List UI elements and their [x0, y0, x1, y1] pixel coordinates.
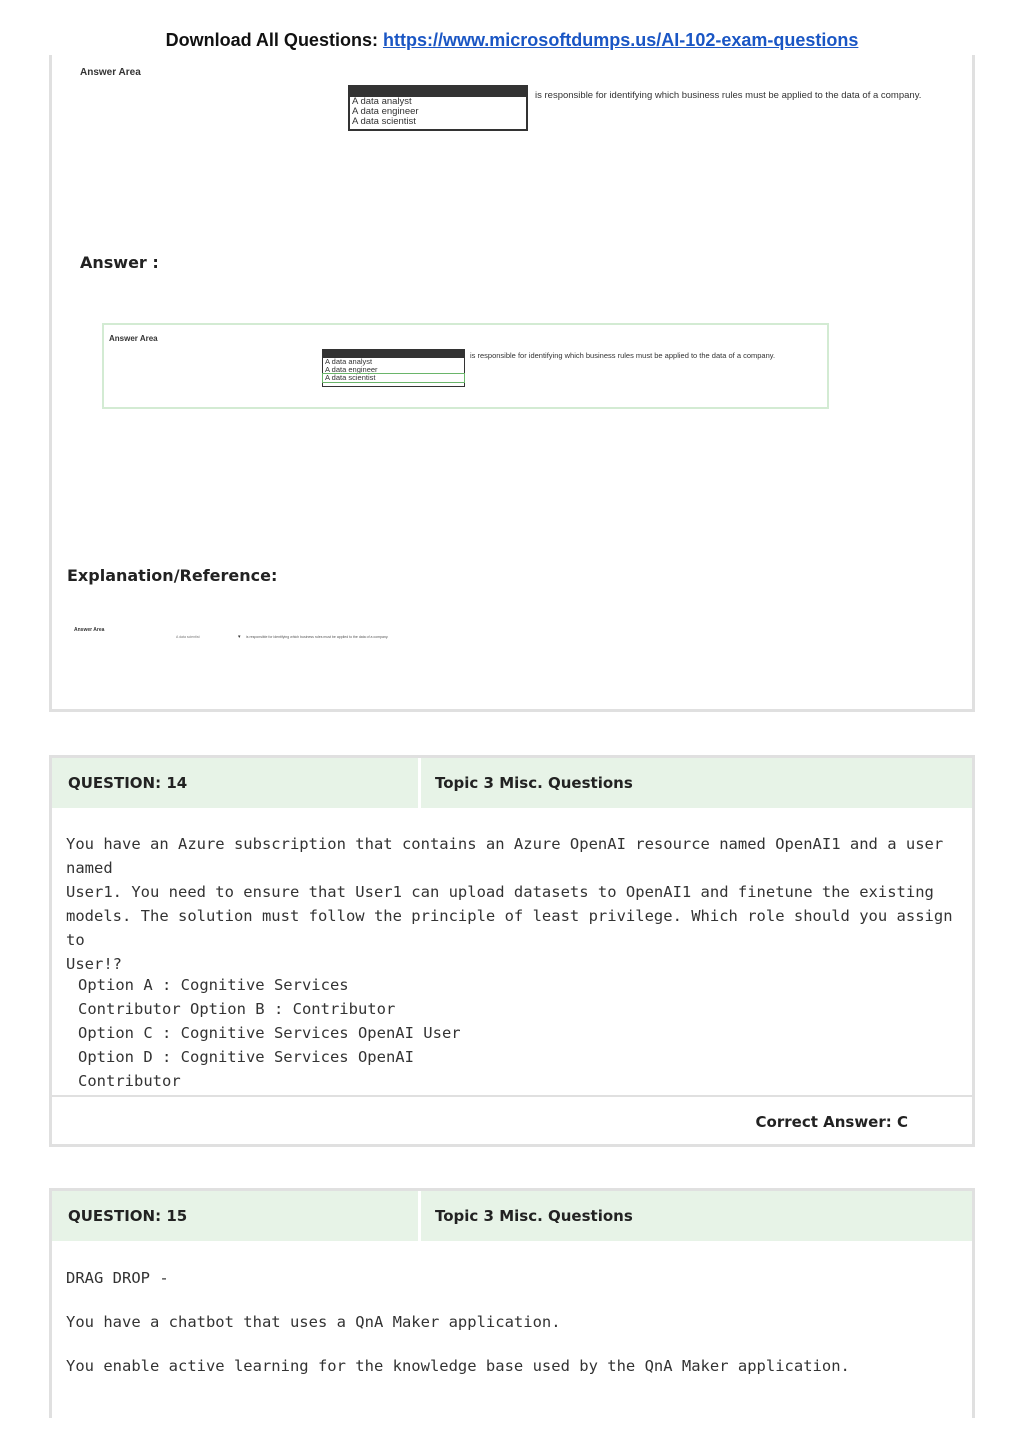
question-14-card [49, 755, 975, 1147]
header-divider [418, 1191, 421, 1241]
explanation-image-title: Answer Area [74, 627, 105, 633]
option-line: Contributor Option B : Contributor [78, 1000, 396, 1018]
answer-option-data-scientist: A data scientist [323, 374, 464, 382]
question-14-line: You have an Azure subscription that contains an Azure OpenAI resource named OpenAI1 and a user named [66, 835, 944, 877]
answer-image [102, 323, 829, 409]
option-data-scientist: A data scientist [352, 115, 416, 127]
header-divider [418, 758, 421, 808]
question-15-paragraph: DRAG DROP - [66, 1269, 169, 1287]
option-line: Contributor [78, 1072, 181, 1090]
option-line: Option C : Cognitive Services OpenAI User [78, 1024, 461, 1042]
answer-label: Answer : [80, 253, 159, 272]
question-15-topic: Topic 3 Misc. Questions [435, 1207, 633, 1225]
correct-answer: Correct Answer: C [755, 1113, 908, 1131]
correct-answer-row [52, 1095, 972, 1147]
option-data-analyst: A data analyst [352, 96, 412, 107]
download-header [0, 30, 1024, 51]
question-14-header [52, 758, 972, 808]
option-data-engineer: A data engineer [352, 105, 419, 117]
explanation-image [72, 625, 432, 647]
question-15-card [49, 1188, 975, 1418]
answer-image-statement: is responsible for identifying which business rules must be applied to the data of a company. [470, 351, 776, 360]
download-link[interactable]: https://www.microsoftdumps.us/AI-102-exam-questions [382, 30, 859, 50]
answer-role-dropdown [322, 349, 465, 387]
question-14-line: User!? [66, 955, 122, 973]
answer-option-data-analyst: A data analyst [325, 357, 373, 366]
download-label: Download All Questions: [165, 30, 378, 50]
question-15-number: QUESTION: 15 [68, 1207, 188, 1225]
explanation-dropdown-arrow: ▾ [238, 634, 241, 640]
previous-question-card [49, 55, 975, 712]
question-14-text [66, 832, 972, 976]
question-14-line: User1. You need to ensure that User1 can upload datasets to OpenAI1 and finetune the existing [66, 883, 934, 901]
question-14-options [78, 973, 598, 1093]
answer-image-title: Answer Area [109, 334, 158, 343]
question-15-paragraph: You have a chatbot that uses a QnA Maker application. [66, 1313, 561, 1331]
question-15-paragraph: You enable active learning for the knowledge base used by the QnA Maker application. [66, 1357, 850, 1375]
option-line: Option A : Cognitive Services [78, 976, 349, 994]
explanation-label: Explanation/Reference: [67, 566, 278, 585]
option-line: Option D : Cognitive Services OpenAI [78, 1048, 414, 1066]
role-dropdown [348, 85, 528, 131]
question-14-number: QUESTION: 14 [68, 774, 188, 792]
question-answer-area-image [74, 63, 964, 143]
answer-area-statement: is responsible for identifying which business rules must be applied to the data of a company. [535, 90, 922, 101]
explanation-selected: A data scientist [176, 635, 200, 639]
question-14-topic: Topic 3 Misc. Questions [435, 774, 633, 792]
answer-option-data-engineer: A data engineer [325, 364, 378, 374]
question-15-header [52, 1191, 972, 1241]
question-14-line: models. The solution must follow the principle of least privilege. Which role should you assign to [66, 907, 953, 949]
explanation-statement: is responsible for identifying which business rules must be applied to the data of a company. [246, 635, 389, 639]
answer-area-title: Answer Area [80, 67, 141, 78]
